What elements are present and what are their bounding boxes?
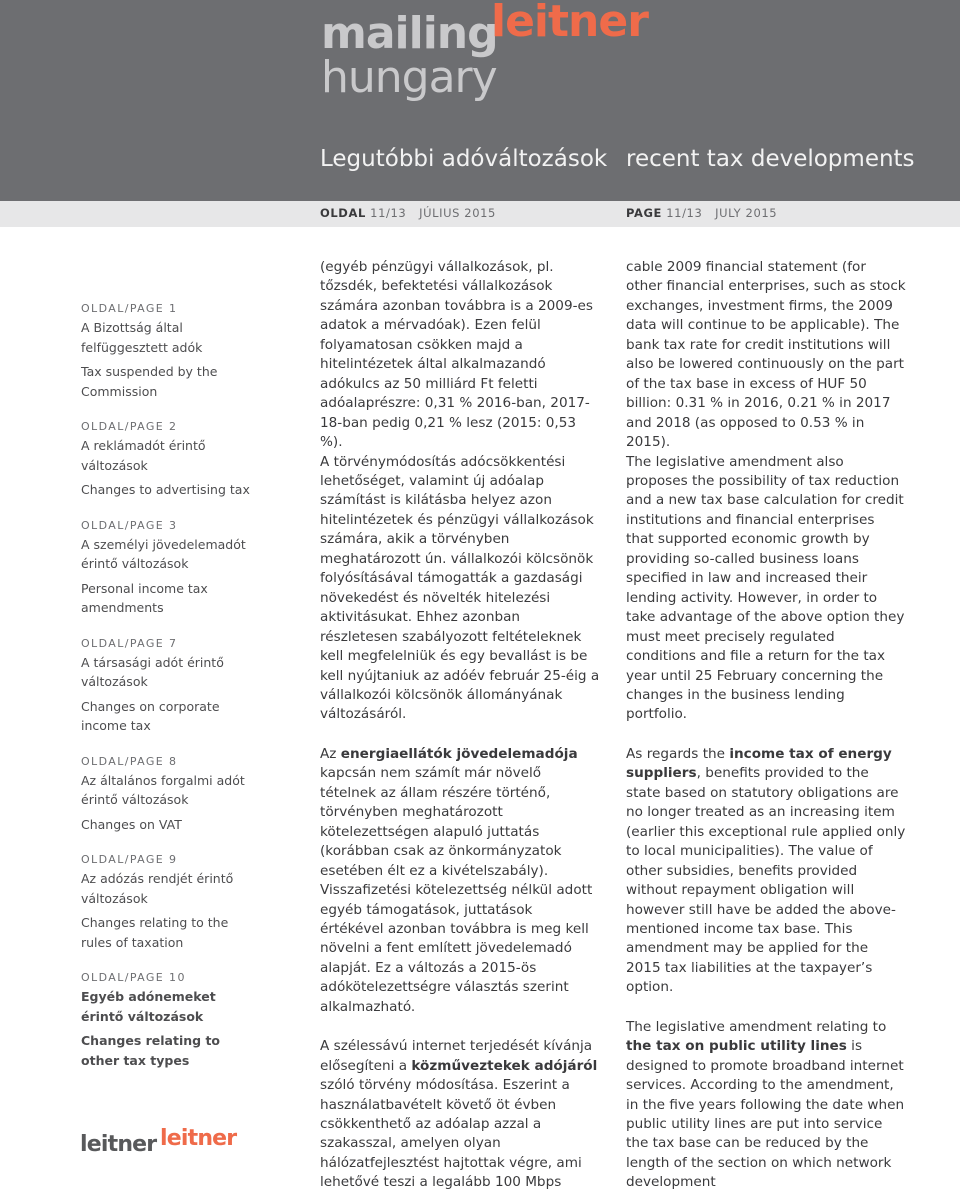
toc-title-hu: A reklámadót érintő változások [81,438,206,473]
toc-title-hu: A Bizottság által felfüggesztett adók [81,320,203,355]
page-meta-en [626,206,777,220]
toc-title-hu: A személyi jövedelemadót érintő változások [81,536,246,571]
toc-title-hu: Az adózás rendjét érintő változások [81,871,234,906]
toc-title-hu: Az általános forgalmi adót érintő változások [81,772,245,807]
toc-page-label: OLDAL/PAGE 1 [81,302,178,315]
toc-entry-page-2[interactable] [81,418,261,500]
brand-leitner: leitner [491,0,648,47]
page-meta-hu [320,206,496,220]
paragraph-en-4: The legislative amendment relating to the tax on public utility lines is designed to promote broadband internet services. According to the amendment, in the five years following the date when public utility lines are put into service the tax base can be reduced by the length of the section on which network development [626,1018,905,1191]
paragraph-hu-1: (egyéb pénzügyi vállalkozások, pl. tőzsdék, befektetési vállalkozások számára azonban továbbra is a 2009-es adatok a mérvadóak). Ezen felül folyamatosan csökken majd a hitelintézetek által alkalmazandó adókulcs az 50 milliárd Ft feletti adóalaprészre: 0,31 % 2016-ban, 2017-18-ban pedig 0,21 % lesz (2015: 0,53 %). [320,259,593,451]
toc-page-label: OLDAL/PAGE 7 [81,636,178,650]
page-number-hu: 11/13 [370,206,407,220]
toc-title-hu: Egyéb adónemeket érintő változások [81,989,216,1024]
table-of-contents [81,300,261,1087]
toc-title-en: Personal income tax amendments [81,580,208,615]
toc-entry-page-9[interactable] [81,851,261,952]
section-title-hu: Legutóbbi adóváltozások [320,146,608,172]
page-label-hu: OLDAL [320,206,366,220]
highlight-term: energiaellátók jövedelemadója [340,745,578,762]
toc-title-en: Changes on VAT [81,816,182,832]
toc-page-label: OLDAL/PAGE 9 [81,853,178,866]
toc-entry-page-10[interactable] [81,969,261,1070]
toc-title-hu: A társasági adót érintő változások [81,654,224,689]
toc-title-en: Tax suspended by the Commission [81,364,218,399]
toc-entry-page-7[interactable] [81,635,261,736]
highlight-term: közműveztekek adójáról [411,1057,598,1074]
brand-mailing: mailing [321,8,498,59]
toc-page-label: OLDAL/PAGE 10 [81,971,186,984]
paragraph-en-2: The legislative amendment also proposes the possibility of tax reduction and a new tax base calculation for credit institutions and financial enterprises that supported economic growth by providing so-called business loans specified in law and increased their lending activity. However, in order to take advantage of the above option they must meet precisely regulated conditions and file a return for the tax year until 25 February concerning the changes in the business lending portfolio. [626,453,905,723]
paragraph-hu-4: A szélessávú internet terjedését kívánja elősegíteni a közműveztekek adójáról szóló törvény módosítása. Eszerint a használatbavételt követő öt évben csökkenthető az adóalap azzal a szakasszal, amelyen olyan hálózatfejlesztést hajtottak végre, ami lehetővé teszi a legalább 100 Mbps [320,1038,598,1191]
page-date-en: JULY 2015 [715,206,778,220]
page-header [0,0,960,201]
paragraph-hu-3: Az energiaellátók jövedelemadója kapcsán nem számít már növelő tételnek az állam részére történő, törvényben meghatározott kötelezettségen alapuló juttatás (korábban csak az önkormányzatok esetében élt ez a kivételszabály). Visszafizetési kötelezettség nélkül adott egyéb támogatások, juttatások értékével azonban továbbra is meg kell növelni a fent említett jövedelemadó alapját. Ez a változás a 2015-ös adókötelezettségre választás szerint alkalmazható. [320,745,593,1015]
highlight-term: the tax on public utility lines [626,1038,847,1055]
toc-entry-page-8[interactable] [81,753,261,835]
toc-page-label: OLDAL/PAGE 2 [81,420,178,433]
brand-hungary: hungary [321,52,497,103]
paragraph-en-1: cable 2009 financial statement (for other financial enterprises, such as stock exchanges, investment firms, the 2009 data will continue to be applicable). The bank tax rate for credit institutions will also be lowered continuously on the part of the tax base in excess of HUF 50 billion: 0.31 % in 2016, 0.21 % in 2017 and 2018 (as opposed to 0.53 % in 2015). [626,259,906,451]
toc-page-label: OLDAL/PAGE 3 [81,518,178,532]
paragraph-hu-2: A törvénymódosítás adócsökkentési lehetőséget, valamint új adóalap számítást is kilátásba helyez azon hitelintézetek és pénzügyi vállalkozások számára, akik a törvényben meghatározott ún. vállalkozói kölcsönök folyósításával támogatták a gazdasági növekedést és növelték hitelezési aktivitásukat. Ehhez azonban részletesen szabályozott feltételeknek kell megfelelniük és egy bevallást is be kell nyújtaniuk az adóév február 25-éig a vállalkozói kölcsönök állományának változásáról. [320,453,600,723]
section-title-en: recent tax developments [626,146,915,172]
toc-title-en: Changes relating to the rules of taxation [81,915,229,950]
toc-title-en: Changes on corporate income tax [81,698,220,733]
toc-entry-page-1[interactable] [81,300,261,401]
body-column-en [626,258,906,1193]
page-label-en: PAGE [626,206,662,220]
paragraph-en-3: As regards the income tax of energy suppliers, benefits provided to the state based on statutory obligations are no longer treated as an increasing item (earlier this exceptional rule applied only to local municipalities). The value of other subsidies, benefits provided without repayment obligation will however still have be added the above-mentioned income tax base. This amendment may be applied for the 2015 tax liabilities at the taxpayer’s option. [626,745,906,996]
page-number-en: 11/13 [666,206,703,220]
toc-page-label: OLDAL/PAGE 8 [81,754,178,768]
highlight-term: income tax of energy suppliers [626,745,892,782]
body-column-hu [320,258,600,1193]
toc-title-en: Changes to advertising tax [81,482,250,497]
footer-logo-accent: leitner [160,1126,237,1151]
footer-logo-dark: leitner [80,1132,157,1157]
page-date-hu: JÚLIUS 2015 [419,206,496,220]
toc-entry-page-3[interactable] [81,517,261,618]
toc-title-en: Changes relating to other tax types [81,1033,221,1068]
